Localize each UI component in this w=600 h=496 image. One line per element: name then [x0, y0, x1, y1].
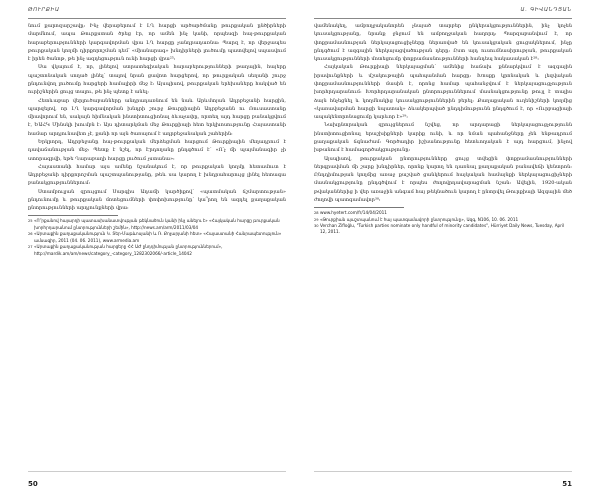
- footnote-number: 26: [28, 232, 33, 237]
- footer-rule: [28, 471, 286, 472]
- right-paragraph: վամենակեղ, ամբողջականորեն չնայած տարբեր ընկերակցություններին, ինչ կոչեն կուսակցությանը, նրանք ջնջում են ամբողջական հաղորդ։ Պարզաբանվում է, որ փոքրամասնության ներկայացուցիչները ներառված են կուսակցական ցուցակներում, ինչը ընդգծում է ազգային ներկայացվածության դերը։ Ըստ այդ ուսումնասիրության, թուրքական կուսակցությունների մոտեցումը փոքրամասնությունների հանդեպ հակասական է²⁸։: [314, 23, 572, 63]
- left-paragraph: Հայաստանի համար այս ամենը նշանակում է, որ թուրքական կողմը հետամուտ է Ադրբեջանի դիրքորոշման պաշտպանությանը, թեև սա կարող է խնդրահարույց լինել հետագա բանակցություններում։: [28, 163, 286, 187]
- footnote-number: 30: [314, 224, 319, 228]
- left-paragraph: Հետևաբար վերլուծաբանները անդրադառնում են նաև Արևմտյան Ադրբեջանի հարցին, պարզելով, որ ԼՂ կարգավորման խնդրի շուրջ Թուրքիային Ադրբեջանն ու Ռուսաստանը միավորում են, սակայն հիմնական ինստիտուցիոնալ ձևաչափը, որտեղ այդ հարցը բանակցվում է, ԵԱՀԿ Մինսկի խումբն է։ Այս դիտարկման մեջ Թուրքիայի հետ երկխոսությունը Հայաստանի համար արդյունավետ չէ, քանի որ այն ծառայում է ադրբեջանական շահերին։: [28, 97, 286, 137]
- right-page: [300, 0, 600, 496]
- left-paragraph: Երկրորդ, Ադրբեջանը հայ-թուրքական մերձեցման հարցում Թուրքիային մեղադրում է դավաճանության մեջ։ Պետք է նշել, որ Էրդողանը ընդգծում է՝ «Ո՛չ մի պայմանագիր չի ստորագրվի, եթե Ղարաբաղի հարցը լուծում չստանա»։: [28, 138, 286, 162]
- footnote-number: 25: [28, 219, 33, 224]
- footnote-text: «Թուրքիան պաշտպանում է հայ պատգամավորի ընտրությունը», Ազգ, N106, 10. 06. 2011: [320, 216, 519, 222]
- footnote: [28, 231, 286, 244]
- left-body-text: [28, 22, 286, 212]
- right-paragraph: Հայկական Թուրքիայի ներկայացման՝ ամենից հաճախ քննարկվում է ազգային իրավունքների և մշակութային պահպանման հարցը։ Խոսքը կրոնական և լեզվական փոքրամասնությունների մասին է, որոնց համար պահանջվում է ներկայացուցչություն խորհրդարանում։ Խորհրդարանական ընտրություններում մասնակցությունը թույլ է տալիս ձայն հնչեցնել և կողմնակից կուսակցություններին բերել։ Քաղաքական ուղենիշների կողմից «կառավարման հարցի նպատակ» ձևակերպված ընդդիմությունն ընդգծում է, որ «Ուրբացիայի ապակենտրոնացումը կարևոր է»²⁹։: [314, 64, 572, 121]
- footnote: [28, 244, 286, 257]
- right-paragraph: Այսպիսով, թուրքական ընտրությունները ցույց տվեցին փոքրամասնությունների ներգրավման մի շարք խնդիրներ, որոնք կարող են դառնալ քաղաքական բանավեճի կենտրոն։ Ընդդիմության կողմից առաջ քաշված ցանկերում հայկական համայնքի ներկայացուցիչների մասնակցությունը ընդգծվում է որպես ժողովրդավարացման նշան։ Ավելին, 1920-ական թվականներից ի վեր առաջին անգամ հայ թեկնածուն կարող է ընտրվել Թուրքիայի Ազգային մեծ ժողովի պատգամավոր³⁰։: [314, 155, 572, 203]
- footnote-number: 29: [314, 217, 319, 222]
- right-paragraph: Նախընտրական զրույցներում նշվեց, որ արդարացի ներկայացուցչությունն ինստիտուցիոնալ երաշխիքների կարիք ունի, և որ նման պահանջները չեն ենթադրում քաղաքական ճգնաժամ։ Գործադիր իշխանությունը հետևողական է այդ հարցում, ինչով խթանում է համագործակցությունը։: [314, 122, 572, 154]
- footnote-text: Verchan Zifloğlu, "Turkish parties nominate only handful of minority candidates", Hürriyet Daily News, Tuesday, April 12, 2011.: [320, 223, 565, 235]
- page-number-left: 50: [28, 480, 38, 488]
- left-paragraph: Սա վկայում է, որ, լինելով ստրատեգիական հարաբերությունների թաղային, հայերը պաշտոնական սողած լինել՝ տալով նրան ցավոտ հարցերով, որ թուրքական սեղանի շուրջ ընդունվող լուծումը հարցերի համալիրի մեջ է։ Այսպիսով, թուրքական երեխաները հակված են ուրիշներին ցույց տալու, թե ինչ պետք է անել։: [28, 64, 286, 96]
- footnote-text: «Արտաքին քաղաքականություն Կ. Տեր-Մաթևոսյանի և Ռ. Քոչարյանի հետ» «Հայաստանի Հանրապետություն» ամսագիր, 2011 (04. 06. 2011), www.armedia.am: [34, 231, 282, 243]
- running-head-right: Ա. ԳԻՎԱՆԴՅԱՆ: [314, 4, 572, 19]
- left-footnotes: [28, 218, 286, 256]
- page-number-right: 51: [562, 480, 572, 488]
- footnote-number: 28: [314, 211, 319, 216]
- footnote-text: www.hyetert.com/fr/14/04/2011: [320, 210, 387, 216]
- right-body-text: [314, 22, 572, 204]
- footnote-rule: [314, 207, 404, 208]
- left-paragraph: նում քարոզարշավը։ Ինչ վերաբերում է ԼՂ հարցի արծարծմանը թուրքական ընծիրների մարմնում, ապա Թուրքստան ծրեց էր, որ ամեն ինչ կանի, որպեսզի հայ-թուրքական հարաբերությունների կարգավորման վրա ԼՂ հարցը չանդրադառնա։ Պարզ է, որ վերջապես թուրքական կողմի դիրքորոշման դեմ՝ «միանարագ» խնդիրների լուծումը պատվելով սպասվում է իրեն ծանոթ, թե ինչ ազդեցություն ունի հարցի վրա²⁵։: [28, 23, 286, 63]
- right-footnotes: [314, 210, 572, 236]
- footnote: [28, 218, 286, 231]
- footnote-rule: [28, 215, 118, 216]
- footnote-number: 27: [28, 245, 33, 250]
- footnote-text: «Ո՞րքանով հայարդի պատասխանատվության թեկնածուն կանի ինչ անելու է» «Հայկական հարցը թուրքական խորհրդարանում ընտրությունների շեմին», http://news.am/arm/2011/03/04: [34, 218, 280, 230]
- footer-rule: [314, 471, 572, 472]
- running-head-left: ԹՈՒՐՔԻԱ: [28, 4, 286, 19]
- left-paragraph: Ստամբուլյան զրույցում Սարգիս Ադամի կարծիքով՝ «պատմական ճշմարտության» ընդունումը և թուրքական մոտեցումների փոփոխությունը՝ կա՞րող են ազդել քաղաքական ընտրությունների արդյունքների վրա։: [28, 188, 286, 212]
- footnote-text: «Արտաքին քաղաքականության հարցերը ՀՀ ԱԺ ընդդիմության ընտրություններում», http://mardik.am/am/news/category_-category_1282302066/-article_14042: [34, 244, 223, 256]
- footnote: [314, 223, 572, 236]
